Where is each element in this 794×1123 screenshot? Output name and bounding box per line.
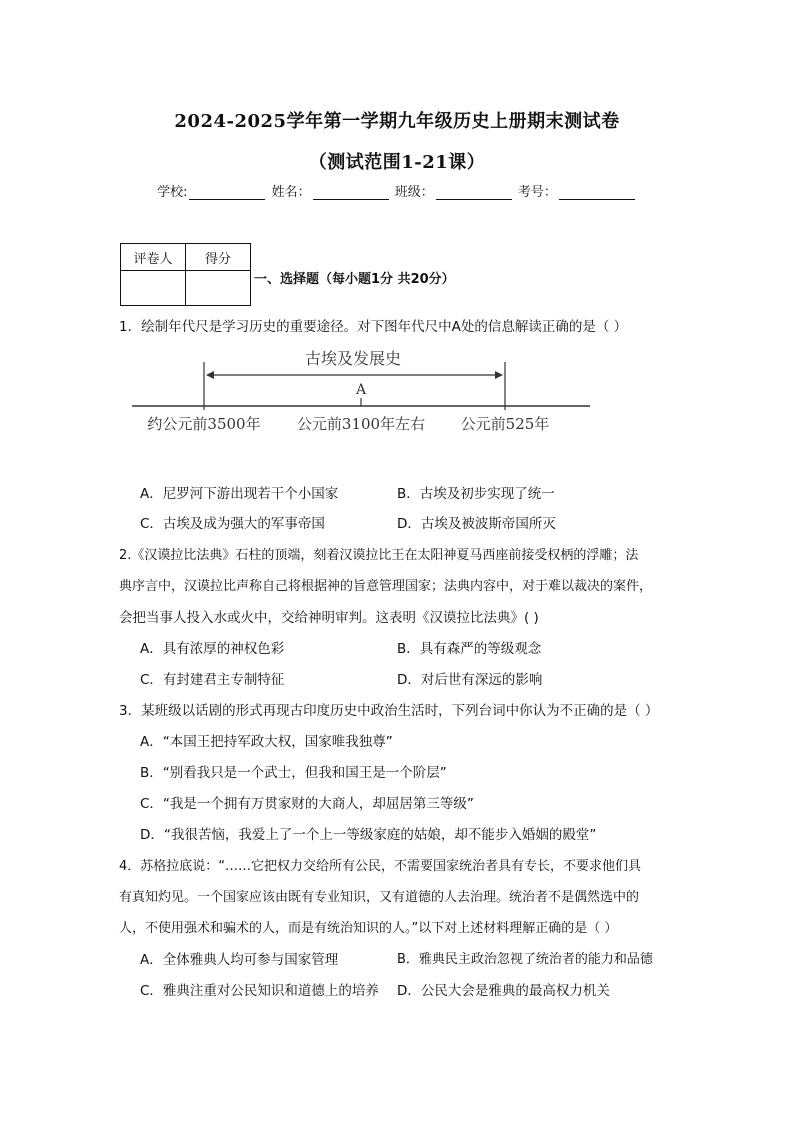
question-4-option-b[interactable]: B．雅典民主政治忽视了统治者的能力和品德 — [397, 952, 653, 967]
question-4-line-3: 人，不使用强术和骗术的人，而是有统治知识的人。”以下对上述材料理解正确的是（ ） — [119, 921, 618, 936]
exam-title: 2024-2025学年第一学期九年级历史上册期末测试卷 — [174, 111, 620, 132]
question-2-line-1: 2.《汉谟拉比法典》石柱的顶端，刻着汉谟拉比王在太阳神夏马西座前接受权柄的浮雕；法 — [119, 548, 639, 563]
grader-cell[interactable] — [121, 271, 186, 306]
question-1-option-c[interactable]: C．古埃及成为强大的军事帝国 — [140, 516, 325, 532]
name-blank[interactable] — [313, 185, 389, 200]
timeline-figure — [128, 340, 598, 440]
question-2-option-b[interactable]: B．具有森严的等级观念 — [397, 641, 542, 657]
class-label: 班级： — [394, 185, 434, 200]
timeline-label-end: 公元前525年 — [460, 415, 550, 433]
section-heading: 一、选择题（每小题1分 共20分） — [254, 272, 455, 287]
exam-subtitle: （测试范围1-21课） — [308, 152, 486, 173]
class-blank[interactable] — [436, 185, 512, 200]
question-2-option-c[interactable]: C．有封建君主专制特征 — [140, 672, 285, 688]
question-2-option-d[interactable]: D．对后世有深远的影响 — [397, 672, 543, 688]
timeline-title: 古埃及发展史 — [304, 349, 402, 368]
question-1-option-d[interactable]: D．古埃及被波斯帝国所灭 — [397, 516, 556, 532]
exam-number-label: 考号： — [517, 185, 557, 200]
grader-header: 评卷人 — [121, 244, 186, 271]
question-2-line-2: 典序言中，汉谟拉比声称自己将根据神的旨意管理国家；法典内容中，对于难以裁决的案件， — [119, 579, 653, 594]
timeline-marker-a: A — [355, 382, 367, 398]
question-3-option-d[interactable]: D．“我很苦恼，我爱上了一个上一等级家庭的姑娘，却不能步入婚姻的殿堂” — [140, 827, 597, 843]
question-4-option-a[interactable]: A．全体雅典人均可参与国家管理 — [140, 952, 339, 968]
question-3-option-b[interactable]: B．“别看我只是一个武士，但我和国王是一个阶层” — [140, 765, 447, 781]
question-4-option-c[interactable]: C．雅典注重对公民知识和道德上的培养 — [140, 983, 379, 999]
question-3-option-a[interactable]: A．“本国王把持军政大权，国家唯我独尊” — [140, 734, 393, 750]
timeline-arrow-left — [206, 371, 214, 379]
school-blank[interactable] — [189, 185, 265, 200]
question-1-option-a[interactable]: A．尼罗河下游出现若干个小国家 — [140, 486, 339, 502]
name-label: 姓名： — [271, 185, 311, 200]
score-cell[interactable] — [186, 271, 251, 306]
exam-number-blank[interactable] — [559, 185, 635, 200]
question-1-text: 1．绘制年代尺是学习历史的重要途径。对下图年代尺中A处的信息解读正确的是（ ） — [119, 319, 628, 335]
question-4-line-1: 4．苏格拉底说：“……它把权力交给所有公民，不需要国家统治者具有专长，不要求他们具 — [119, 859, 642, 874]
question-4-option-d[interactable]: D．公民大会是雅典的最高权力机关 — [397, 983, 610, 999]
question-3-text: 3．某班级以话剧的形式再现古印度历史中政治生活时，下列台词中你认为不正确的是（ ） — [119, 703, 659, 719]
timeline-label-start: 约公元前3500年 — [147, 415, 261, 433]
timeline-label-a: 公元前3100年左右 — [296, 415, 426, 433]
score-header: 得分 — [186, 244, 251, 271]
student-info-fields — [0, 181, 794, 200]
question-2-line-3: 会把当事人投入水或火中，交给神明审判。这表明《汉谟拉比法典》( ) — [119, 610, 539, 626]
timeline-arrow-right — [495, 371, 503, 379]
school-label: 学校: — [157, 185, 188, 200]
question-2-option-a[interactable]: A．具有浓厚的神权色彩 — [140, 641, 285, 657]
question-1-option-b[interactable]: B．古埃及初步实现了统一 — [397, 486, 555, 502]
score-box — [120, 243, 251, 306]
question-3-option-c[interactable]: C．“我是一个拥有万贯家财的大商人，却屈居第三等级” — [140, 796, 474, 812]
question-4-line-2: 有真知灼见。一个国家应该由既有专业知识，又有道德的人去治理。统治者不是偶然选中的 — [119, 890, 640, 905]
